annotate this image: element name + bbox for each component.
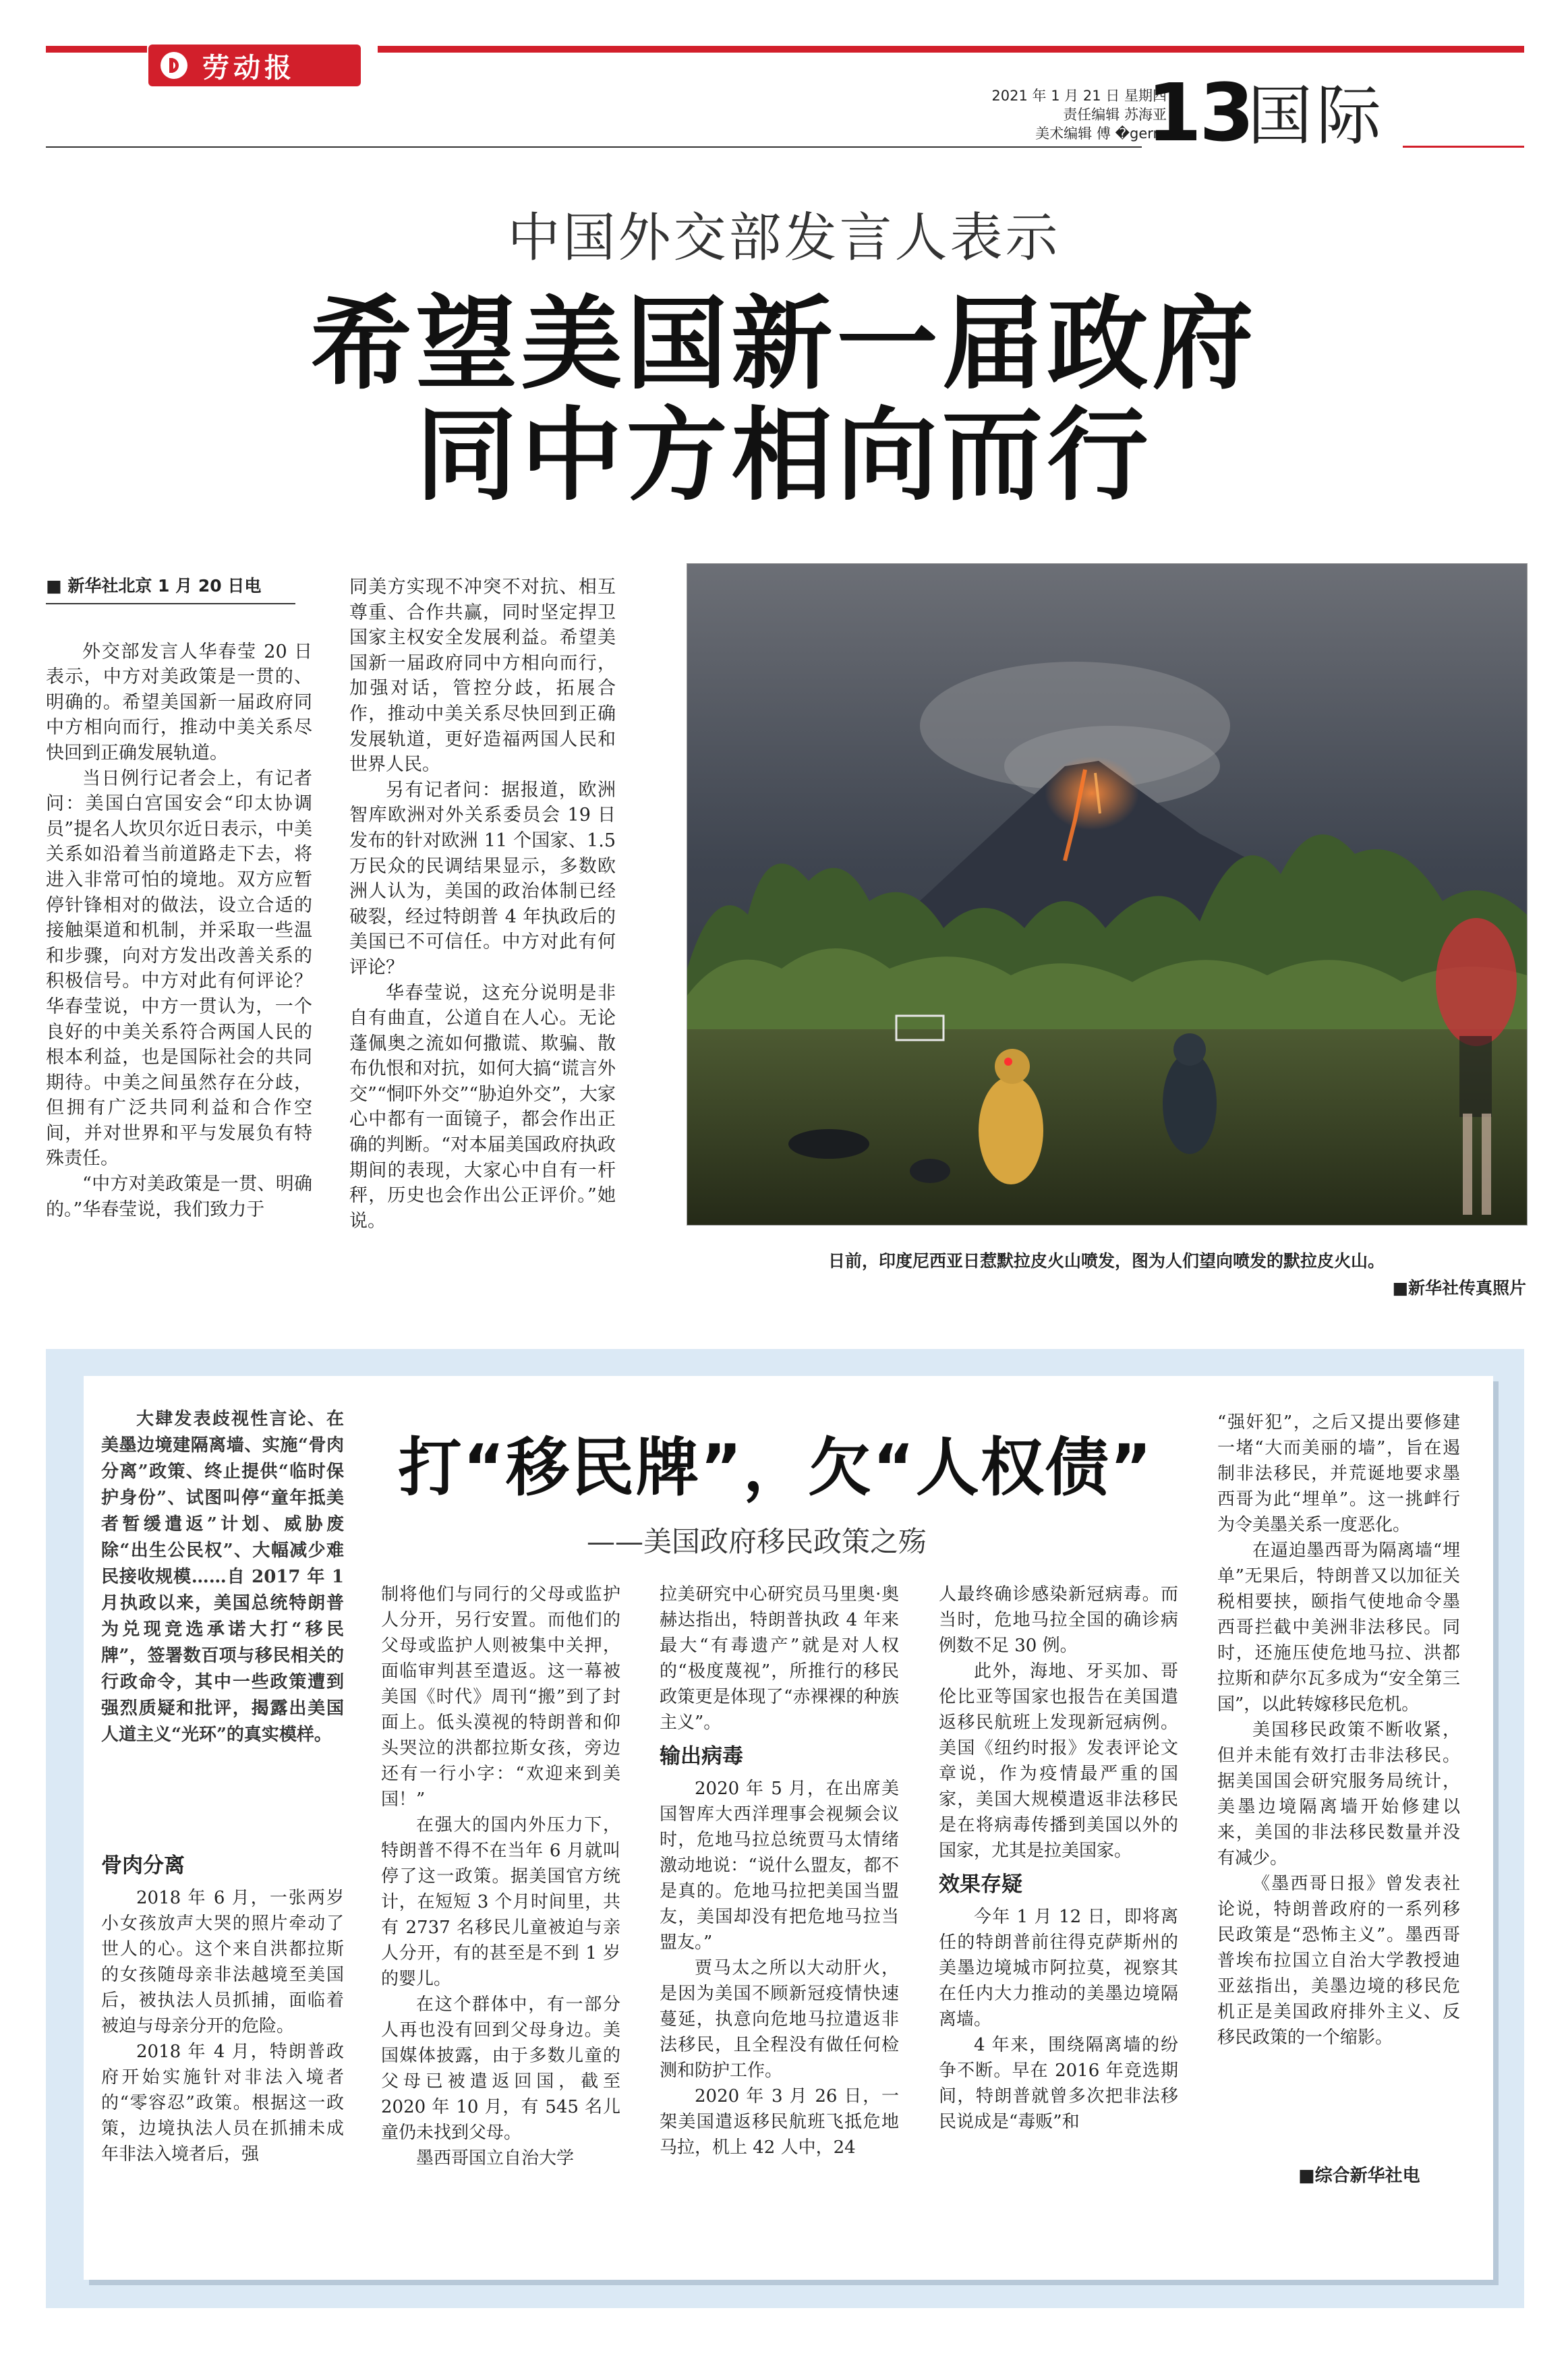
section-title: 国际 xyxy=(1248,78,1385,154)
art-editor-credit: 美术编辑 傅 �germ xyxy=(1035,125,1167,142)
lead-headline-line2: 同中方相向而行 xyxy=(415,396,1153,515)
lead-column-2 xyxy=(349,575,616,1234)
page-meta xyxy=(944,86,1167,143)
logo-icon xyxy=(161,52,187,79)
feature-paragraph: 墨西哥国立自治大学 xyxy=(416,2148,575,2168)
masthead-rule-right xyxy=(1403,146,1524,148)
lead-paragraph: 华春莹说，这充分说明是非自有曲直，公道自在人心。无论蓬佩奥之流如何撒谎、欺骗、散布仇恨和对抗，如何大搞“谎言外交”“恫吓外交”“胁迫外交”，大家心中都有一面镜子，都会作出正确的判断。“对本届美国政府执政期间的表现，大家心中自有一杆秤，历史也会作出公正评价。”她说。 xyxy=(349,982,616,1232)
feature-paragraph: 此外，海地、牙买加、哥伦比亚等国家也报告在美国遣返移民航班上发现新冠病例。美国《纽约时报》发表评论文章说，作为疫情最严重的国家，美国大规模遣返非法移民是在将病毒传播到美国以外的国家，尤其是拉美国家。 xyxy=(939,1661,1178,1861)
feature-paragraph: 4 年来，围绕隔离墙的纷争不断。早在 2016 年竞选期间，特朗普就曾多次把非法移民说成是“毒贩”和 xyxy=(939,2035,1178,2132)
lead-dateline: ■ 新华社北京 1 月 20 日电 xyxy=(46,576,262,596)
newspaper-logo xyxy=(148,45,361,86)
feature-paragraph: 贾马太之所以大动肝火，是因为美国不顾新冠疫情快速蔓延，执意向危地马拉遣返非法移民，且全程没有做任何检测和防护工作。 xyxy=(660,1958,899,2081)
volcano-photo xyxy=(687,563,1528,1226)
feature-headline: 打“移民牌”，欠“人权债” xyxy=(398,1431,1153,1505)
feature-paragraph: 2018 年 4 月，特朗普政府开始实施针对非法入境者的“零容忍”政策。根据这一政策，边境执法人员在抓捕未成年非法入境者后，强 xyxy=(101,2042,344,2164)
lead-headline-line1: 希望美国新一届政府 xyxy=(310,285,1258,403)
lead-paragraph: “中方对美政策是一贯、明确的。”华春莹说，我们致力于 xyxy=(46,1174,312,1220)
photo-credit: ■新华社传真照片 xyxy=(1392,1278,1526,1298)
feature-paragraph: 2018 年 6 月，一张两岁小女孩放声大哭的照片牵动了世人的心。这个来自洪都拉斯的女孩随母亲非法越境至美国后，被执法人员抓捕，面临着被迫与母亲分开的危险。 xyxy=(101,1888,344,2036)
feature-intro xyxy=(101,1406,344,1748)
feature-column-2 xyxy=(381,1582,620,2171)
feature-paragraph: 在逼迫墨西哥为隔离墙“埋单”无果后，特朗普又以加征关税相要挟，颐指气使地命令墨西哥拦截中美洲非法移民。同时，还施压使危地马拉、洪都拉斯和萨尔瓦多成为“安全第三国”，以此转嫁移民危机。 xyxy=(1217,1541,1460,1715)
feature-column-4 xyxy=(939,1582,1178,2135)
feature-paragraph: 人最终确诊感染新冠病毒。而当时，危地马拉全国的确诊病例数不足 30 例。 xyxy=(939,1584,1178,1656)
page-number: 13 xyxy=(1146,66,1252,159)
feature-paragraph: 2020 年 5 月，在出席美国智库大西洋理事会视频会议时，危地马拉总统贾马太情绪激动地说：“说什么盟友，都不是真的。危地马拉把美国当盟友，美国却没有把危地马拉当盟友。” xyxy=(660,1779,899,1953)
feature-paragraph: 拉美研究中心研究员马里奥·奥赫达指出，特朗普执政 4 年来最大“有毒遗产”就是对人权的“极度蔑视”，所推行的移民政策更是体现了“赤裸裸的种族主义”。 xyxy=(660,1584,899,1733)
lead-paragraph: 外交部发言人华春莹 20 日表示，中方对美政策是一贯的、明确的。希望美国新一届政府同中方相向而行，推动中美关系尽快回到正确发展轨道。 xyxy=(46,641,312,764)
feature-paragraph: 《墨西哥日报》曾发表社论说，特朗普政府的一系列移民政策是“恐怖主义”。墨西哥普埃布拉国立自治大学教授迪亚兹指出，美墨边境的移民危机正是美国政府排外主义、反移民政策的一个缩影。 xyxy=(1217,1874,1460,2048)
feature-section-heading: 输出病毒 xyxy=(660,1744,743,1769)
issue-date: 2021 年 1 月 21 日 星期四 xyxy=(991,88,1167,104)
feature-column-3 xyxy=(660,1582,899,2160)
feature-column-1 xyxy=(101,1845,344,2167)
feature-signature: ■综合新华社电 xyxy=(1298,2166,1420,2186)
lead-paragraph: 当日例行记者会上，有记者问：美国白宫国安会“印太协调员”提名人坎贝尔近日表示，中美关系如沿着当前道路走下去，将进入非常可怕的境地。双方应暂停针锋相对的做法，设立合适的接触渠道和机制，并采取一些温和步骤，向对方发出改善关系的积极信号。中方对此有何评论？华春莹说，中方一贯认为，一个良好的中美关系符合两国人民的根本利益，也是国际社会的共同期待。中美之间虽然存在分歧，但拥有广泛共同利益和合作空间，并对世界和平与发展负有特殊责任。 xyxy=(46,768,312,1170)
lead-paragraph: 同美方实现不冲突不对抗、相互尊重、合作共赢，同时坚定捍卫国家主权安全发展利益。希望美国新一届政府同中方相向而行，加强对话，管控分歧，拓展合作，推动中美关系尽快回到正确发展轨道，更好造福两国人民和世界人民。 xyxy=(349,577,616,776)
dateline-rule xyxy=(46,603,295,604)
top-red-rule-left xyxy=(46,46,147,53)
feature-paragraph: 在强大的国内外压力下，特朗普不得不在当年 6 月就叫停了这一政策。据美国官方统计，在短短 3 个月时间里，共有 2737 名移民儿童被迫与亲人分开，有的甚至是不到 1 岁的婴儿。 xyxy=(381,1815,620,1989)
feature-section-heading: 效果存疑 xyxy=(939,1872,1022,1897)
lead-paragraph: 另有记者问：据报道，欧洲智库欧洲对外关系委员会 19 日发布的针对欧洲 11 个国家、1.5 万民众的民调结果显示，多数欧洲人认为，美国的政治体制已经破裂，经过特朗普 4 年执政后的美国已不可信任。中方对此有何评论？ xyxy=(349,779,616,978)
top-red-rule-right xyxy=(378,46,1524,53)
feature-section-heading: 骨肉分离 xyxy=(101,1854,185,1878)
feature-subhead: ——美国政府移民政策之殇 xyxy=(587,1525,927,1558)
photo-caption: 日前，印度尼西亚日惹默拉皮火山喷发，图为人们望向喷发的默拉皮火山。 xyxy=(827,1251,1385,1271)
feature-paragraph: “强奸犯”，之后又提出要修建一堵“大而美丽的墙”，旨在遏制非法移民，并荒诞地要求墨西哥为此“埋单”。这一挑衅行为令美墨关系一度恶化。 xyxy=(1217,1412,1460,1535)
feature-paragraph: 制将他们与同行的父母或监护人分开，另行安置。而他们的父母或监护人则被集中关押，面临审判甚至遣返。这一幕被美国《时代》周刊“搬”到了封面上。低头漠视的特朗普和仰头哭泣的洪都拉斯女孩，旁边还有一行小字：“欢迎来到美国！” xyxy=(381,1584,620,1810)
editor-credit: 责任编辑 苏海亚 xyxy=(1063,107,1167,123)
lead-kicker: 中国外交部发言人表示 xyxy=(507,208,1061,268)
paper-name: 劳动报 xyxy=(202,51,295,84)
feature-paragraph: 在这个群体中，有一部分人再也没有回到父母身边。美国媒体披露，由于多数儿童的父母已被遣返回国，截至 2020 年 10 月，有 545 名儿童仍未找到父母。 xyxy=(381,1994,620,2143)
masthead-rule-left xyxy=(46,146,1142,148)
feature-paragraph: 美国移民政策不断收紧，但并未能有效打击非法移民。据美国国会研究服务局统计，美墨边境隔离墙开始修建以来，美国的非法移民数量并没有减少。 xyxy=(1217,1720,1460,1868)
feature-column-5 xyxy=(1217,1410,1460,2050)
lead-column-1 xyxy=(46,573,312,1222)
feature-paragraph: 今年 1 月 12 日，即将离任的特朗普前往得克萨斯州的美墨边境城市阿拉莫，视察其在任内大力推动的美墨边境隔离墙。 xyxy=(939,1907,1178,2030)
feature-intro-text: 大肆发表歧视性言论、在美墨边境建隔离墙、实施“骨肉分离”政策、终止提供“临时保护身份”、试图叫停“童年抵美者暂缓遣返”计划、威胁废除“出生公民权”、大幅减少难民接收规模……自 2017 年 1 月执政以来，美国总统特朗普为兑现竞选承诺大打“移民牌”，签署数百项与移民相关的行政命令，其中一些政策遭到强烈质疑和批评，揭露出美国人道主义“光环”的真实模样。 xyxy=(101,1409,344,1745)
feature-paragraph: 2020 年 3 月 26 日，一架美国遣返移民航班飞抵危地马拉，机上 42 人中，24 xyxy=(660,2086,899,2158)
